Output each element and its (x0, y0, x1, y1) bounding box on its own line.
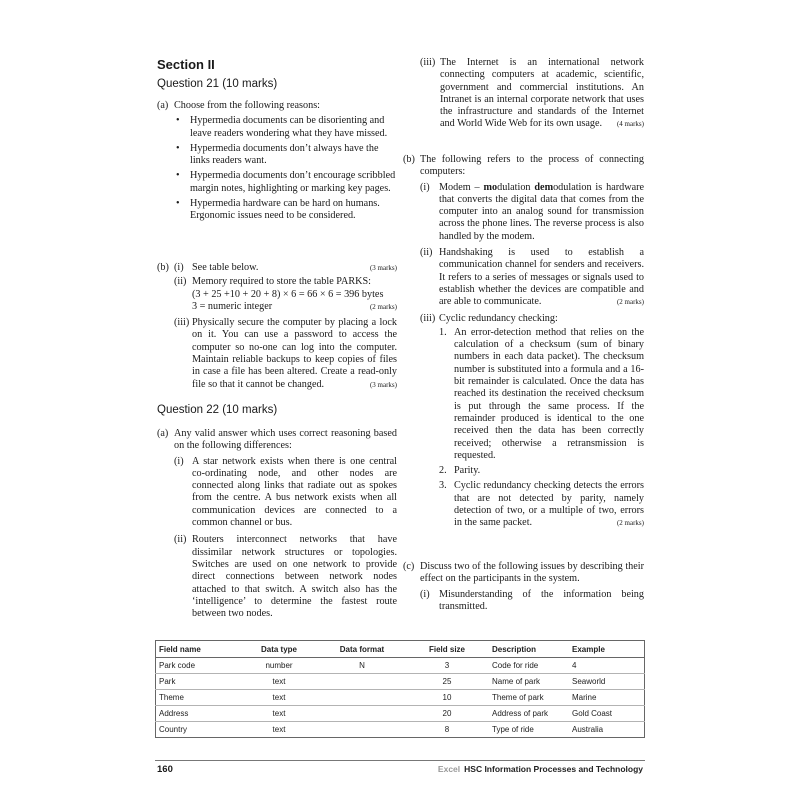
q22-c-label: (c) (403, 561, 415, 572)
table-cell: text (240, 674, 318, 690)
q22-a-i (174, 456, 397, 530)
list-item: • Hypermedia documents don’t encourage scribbled margin notes, highlighting or marking key pages. (174, 170, 397, 195)
q22-b-i (420, 182, 644, 243)
q21-b-ii-line2: (3 + 25 +10 + 20 + 8) × 6 = 66 × 6 = 396 bytes (192, 288, 384, 300)
column-header: Field size (406, 642, 488, 658)
section-title: Section II (157, 57, 215, 72)
q21-b-i-label: (i) (174, 262, 184, 273)
table-cell: Name of park (488, 674, 568, 690)
list-item: • Hypermedia hardware can be hard on humans. Ergonomic issues need to be considered. (174, 198, 397, 223)
table-cell: Seaworld (568, 674, 645, 690)
q22-b-i-mid: dulation (497, 181, 535, 193)
table-cell: Code for ride (488, 658, 568, 674)
table-cell: Address of park (488, 706, 568, 722)
table-cell: Country (159, 725, 188, 734)
q22-a-ii (174, 534, 397, 620)
q21-b-iii-label: (iii) (174, 317, 190, 329)
q21-a-intro: Choose from the following reasons: (174, 100, 320, 111)
table-cell: 20 (406, 706, 488, 722)
table-row (155, 674, 645, 690)
list-item: • Hypermedia documents don’t always have the links readers want. (174, 143, 397, 168)
marks-label: (2 marks) (369, 302, 397, 311)
table-header-row (155, 642, 645, 658)
q22-b-iii-label: (iii) (420, 312, 436, 324)
q22-a-ii-text: Routers interconnect networks that have dissimilar network structures or topologies. Switches are used on one network to provide direct connections between network nodes attached to that switch. A switch also has the ‘intelligence’ to determine the fastest route between two nodes. (192, 534, 397, 620)
marks-label: (3 marks) (369, 264, 397, 272)
q22-b-label: (b) (403, 154, 415, 165)
q21-part-a (157, 100, 397, 226)
q22-b-iii-2-text: Parity. (454, 465, 481, 477)
column-header: Data format (318, 642, 406, 658)
q22-b-i-bold-dem: dem (534, 181, 554, 193)
column-header: Description (488, 642, 568, 658)
q21-b-ii-label: (ii) (174, 276, 187, 288)
table-cell (318, 690, 406, 706)
q22-part-b (403, 154, 644, 530)
q21-b-ii-line3: 3 = numeric integer (192, 300, 273, 312)
table-cell: 3 (406, 658, 488, 674)
q22-a-iii (420, 57, 644, 131)
q22-b-ii-text: Handshaking is used to establish a communication channel for senders and receivers. It refers to a series of messages or signals used to establish whether the devices are compatible and are able to communicate. (439, 247, 644, 308)
q22-b-i-bold-mo: mo (483, 181, 498, 193)
q22-b-i-text: hardware that converts the digital data that comes from the computer into an analog sound for transmission across the phone lines. The reverse process is also handled by the modem. (439, 181, 645, 242)
table-cell: 4 (568, 658, 645, 674)
q21-b-label: (b) (157, 262, 169, 273)
marks-label: (2 marks) (616, 298, 644, 307)
table-cell: text (240, 706, 318, 722)
question-22-heading: Question 22 (10 marks) (157, 404, 278, 416)
q22-b-iii-1-text: An error-detection method that relies on the calculation of a checksum (sum of binary numbers in each data packet). The checksum number is substituted into a formula and a 16-bit remainder is calculated. Once the data has reached its destination the received checksum is put through the same process. If the remainder produced is identical to the one received then the data has been correctly received; otherwise a retransmission is requested. (454, 326, 644, 461)
q21-b-i (174, 262, 397, 274)
table-cell: Park code (155, 658, 240, 674)
marks-label: (3 marks) (369, 380, 397, 389)
table-cell: Marine (568, 690, 645, 706)
table-row (155, 706, 645, 722)
table-cell: Park (155, 674, 240, 690)
q21-b-iii-text: Physically secure the computer by placing a lock on it. You can use a password to access the computer so no-one can log into the computer. Maintain reliable backups to keep copies of files in case a file has been altered. Create a read-only file so that it cannot be changed. (192, 317, 397, 390)
table-row (155, 722, 645, 738)
q21-a-label: (a) (157, 100, 169, 111)
q22-b-iii (420, 313, 644, 530)
q21-a-bullet-list (174, 115, 397, 222)
q22-b-i-pre: Modem – (439, 181, 484, 193)
q22-part-a (157, 428, 397, 620)
parks-table (155, 642, 645, 737)
column-header: Example (568, 642, 645, 658)
q22-c-i-label: (i) (420, 588, 430, 600)
q22-b-iii-3-label: 3. (439, 480, 447, 492)
q22-part-c (403, 561, 644, 613)
q22-b-iii-1-label: 1. (439, 326, 447, 338)
q21-part-b (157, 262, 397, 391)
table-cell: Theme (155, 690, 240, 706)
q22-c-i (420, 589, 644, 614)
column-header: Field name (155, 642, 240, 658)
q21-b-i-text: See table below. (192, 262, 259, 273)
q22-b-iii-2-label: 2. (439, 465, 447, 477)
running-footer (438, 764, 643, 774)
q22-a-ii-label: (ii) (174, 534, 187, 546)
book-title: HSC Information Processes and Technology (464, 764, 643, 774)
table-cell (318, 722, 406, 738)
q22-b-ii (420, 247, 644, 308)
q21-b-ii-line1: Memory required to store the table PARKS: (192, 276, 372, 288)
table-cell: N (318, 658, 406, 674)
q22-b-iii-1 (439, 327, 644, 462)
table-cell (318, 706, 406, 722)
table-cell: text (272, 725, 286, 734)
q22-b-iii-text: Cyclic redundancy checking: (439, 312, 558, 324)
q22-a-iii-label: (iii) (420, 57, 436, 68)
table-row (155, 690, 645, 706)
q22-a-label: (a) (157, 428, 169, 439)
q22-b-intro: The following refers to the process of connecting computers: (420, 154, 644, 178)
table-cell: Address (155, 706, 240, 722)
marks-label: (4 marks) (616, 120, 644, 129)
table-cell: Type of ride (492, 725, 534, 734)
table-cell: 25 (406, 674, 488, 690)
page-number: 160 (157, 764, 173, 775)
table-cell (318, 674, 406, 690)
footer-rule (155, 760, 645, 761)
table-cell: number (240, 658, 318, 674)
q22-b-iii-2 (439, 465, 644, 477)
table-cell: text (240, 690, 318, 706)
q22-a-iii-text: The Internet is an international network connecting computers at academic, scientific, government and commercial institutions. An Intranet is an internal corporate network that uses the infrastructure and standards of the Internet and World Wide Web for its own usage. (440, 57, 644, 130)
table-cell: 8 (444, 725, 450, 734)
q22-b-i-post: odulation is (553, 181, 603, 193)
q21-b-iii (174, 317, 397, 391)
question-21-heading: Question 21 (10 marks) (157, 78, 278, 90)
q22-c-i-text: Misunderstanding of the information being transmitted. (439, 588, 644, 612)
table-cell: 10 (406, 690, 488, 706)
column-header: Data type (240, 642, 318, 658)
q22-c-intro: Discuss two of the following issues by describing their effect on the participants in the system. (420, 561, 644, 585)
q21-b-ii (174, 276, 397, 313)
table-row (155, 658, 645, 674)
table-cell: Australia (572, 725, 604, 734)
table-cell: Gold Coast (568, 706, 645, 722)
q22-a-i-label: (i) (174, 455, 184, 467)
marks-label: (2 marks) (616, 519, 644, 528)
brand-name: Excel (437, 764, 461, 774)
q22-b-i-label: (i) (420, 181, 430, 193)
list-item: • Hypermedia documents can be disorienting and leave readers wondering what they have missed. (174, 115, 397, 140)
q22-a-i-text: A star network exists when there is one central co-ordinating node, and other nodes are connected along links that radiate out as spokes from the centre. A bus network exists when all communication devices are connected to a common channel or bus. (192, 455, 397, 529)
q22-b-iii-3 (439, 480, 644, 529)
table-cell: Theme of park (488, 690, 568, 706)
q22-a-intro: Any valid answer which uses correct reasoning based on the following differences: (174, 428, 397, 452)
q22-b-iii-3-text: Cyclic redundancy checking detects the errors that are not detected by parity, namely detection of two, or a multiple of two, errors in the same packet. (454, 480, 644, 529)
q22-b-ii-label: (ii) (420, 247, 433, 259)
